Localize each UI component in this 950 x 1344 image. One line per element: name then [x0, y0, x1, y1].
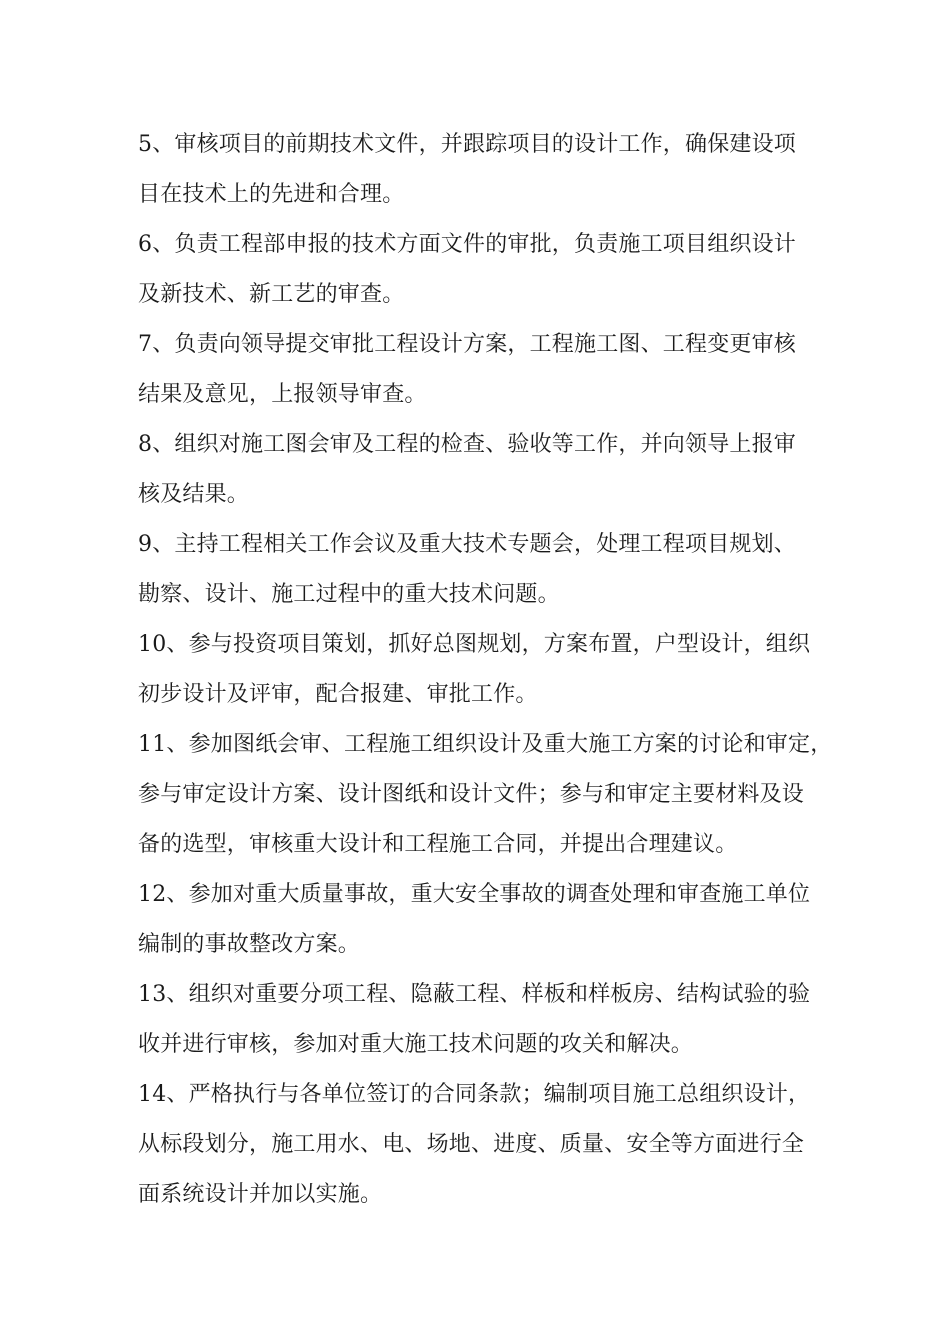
- paragraph-item-6: [138, 220, 838, 320]
- paragraph-line: 10、参与投资项目策划，抓好总图规划，方案布置，户型设计，组织: [138, 632, 811, 657]
- paragraph-line: 及新技术、新工艺的审查。: [138, 282, 405, 307]
- paragraph-item-14: [138, 1070, 838, 1220]
- document-body: [138, 120, 838, 1220]
- paragraph-line: 参与审定设计方案、设计图纸和设计文件；参与和审定主要材料及设: [138, 782, 805, 807]
- paragraph-line: 8、组织对施工图会审及工程的检查、验收等工作，并向领导上报审: [138, 432, 796, 457]
- paragraph-line: 9、主持工程相关工作会议及重大技术专题会，处理工程项目规划、: [138, 532, 796, 557]
- paragraph-item-13: [138, 970, 838, 1070]
- paragraph-line: 6、负责工程部申报的技术方面文件的审批，负责施工项目组织设计: [138, 232, 796, 257]
- paragraph-item-11: [138, 720, 838, 870]
- paragraph-item-12: [138, 870, 838, 970]
- paragraph-line: 收并进行审核，参加对重大施工技术问题的攻关和解决。: [138, 1032, 694, 1057]
- paragraph-item-7: [138, 320, 838, 420]
- paragraph-line: 备的选型，审核重大设计和工程施工合同，并提出合理建议。: [138, 832, 738, 857]
- paragraph-line: 从标段划分，施工用水、电、场地、进度、质量、安全等方面进行全: [138, 1132, 805, 1157]
- paragraph-line: 面系统设计并加以实施。: [138, 1182, 383, 1207]
- paragraph-line: 目在技术上的先进和合理。: [138, 182, 405, 207]
- paragraph-line: 11、参加图纸会审、工程施工组织设计及重大施工方案的讨论和审定，: [138, 732, 833, 757]
- paragraph-item-9: [138, 520, 838, 620]
- paragraph-line: 编制的事故整改方案。: [138, 932, 361, 957]
- paragraph-line: 初步设计及评审，配合报建、审批工作。: [138, 682, 538, 707]
- paragraph-line: 13、组织对重要分项工程、隐蔽工程、样板和样板房、结构试验的验: [138, 982, 811, 1007]
- paragraph-item-5: [138, 120, 838, 220]
- paragraph-line: 5、审核项目的前期技术文件，并跟踪项目的设计工作，确保建设项: [138, 132, 796, 157]
- paragraph-line: 14、严格执行与各单位签订的合同条款；编制项目施工总组织设计，: [138, 1082, 811, 1107]
- paragraph-line: 12、参加对重大质量事故，重大安全事故的调查处理和审查施工单位: [138, 882, 811, 907]
- paragraph-item-8: [138, 420, 838, 520]
- paragraph-line: 勘察、设计、施工过程中的重大技术问题。: [138, 582, 560, 607]
- paragraph-line: 7、负责向领导提交审批工程设计方案，工程施工图、工程变更审核: [138, 332, 796, 357]
- paragraph-line: 结果及意见，上报领导审查。: [138, 382, 427, 407]
- paragraph-line: 核及结果。: [138, 482, 250, 507]
- paragraph-item-10: [138, 620, 838, 720]
